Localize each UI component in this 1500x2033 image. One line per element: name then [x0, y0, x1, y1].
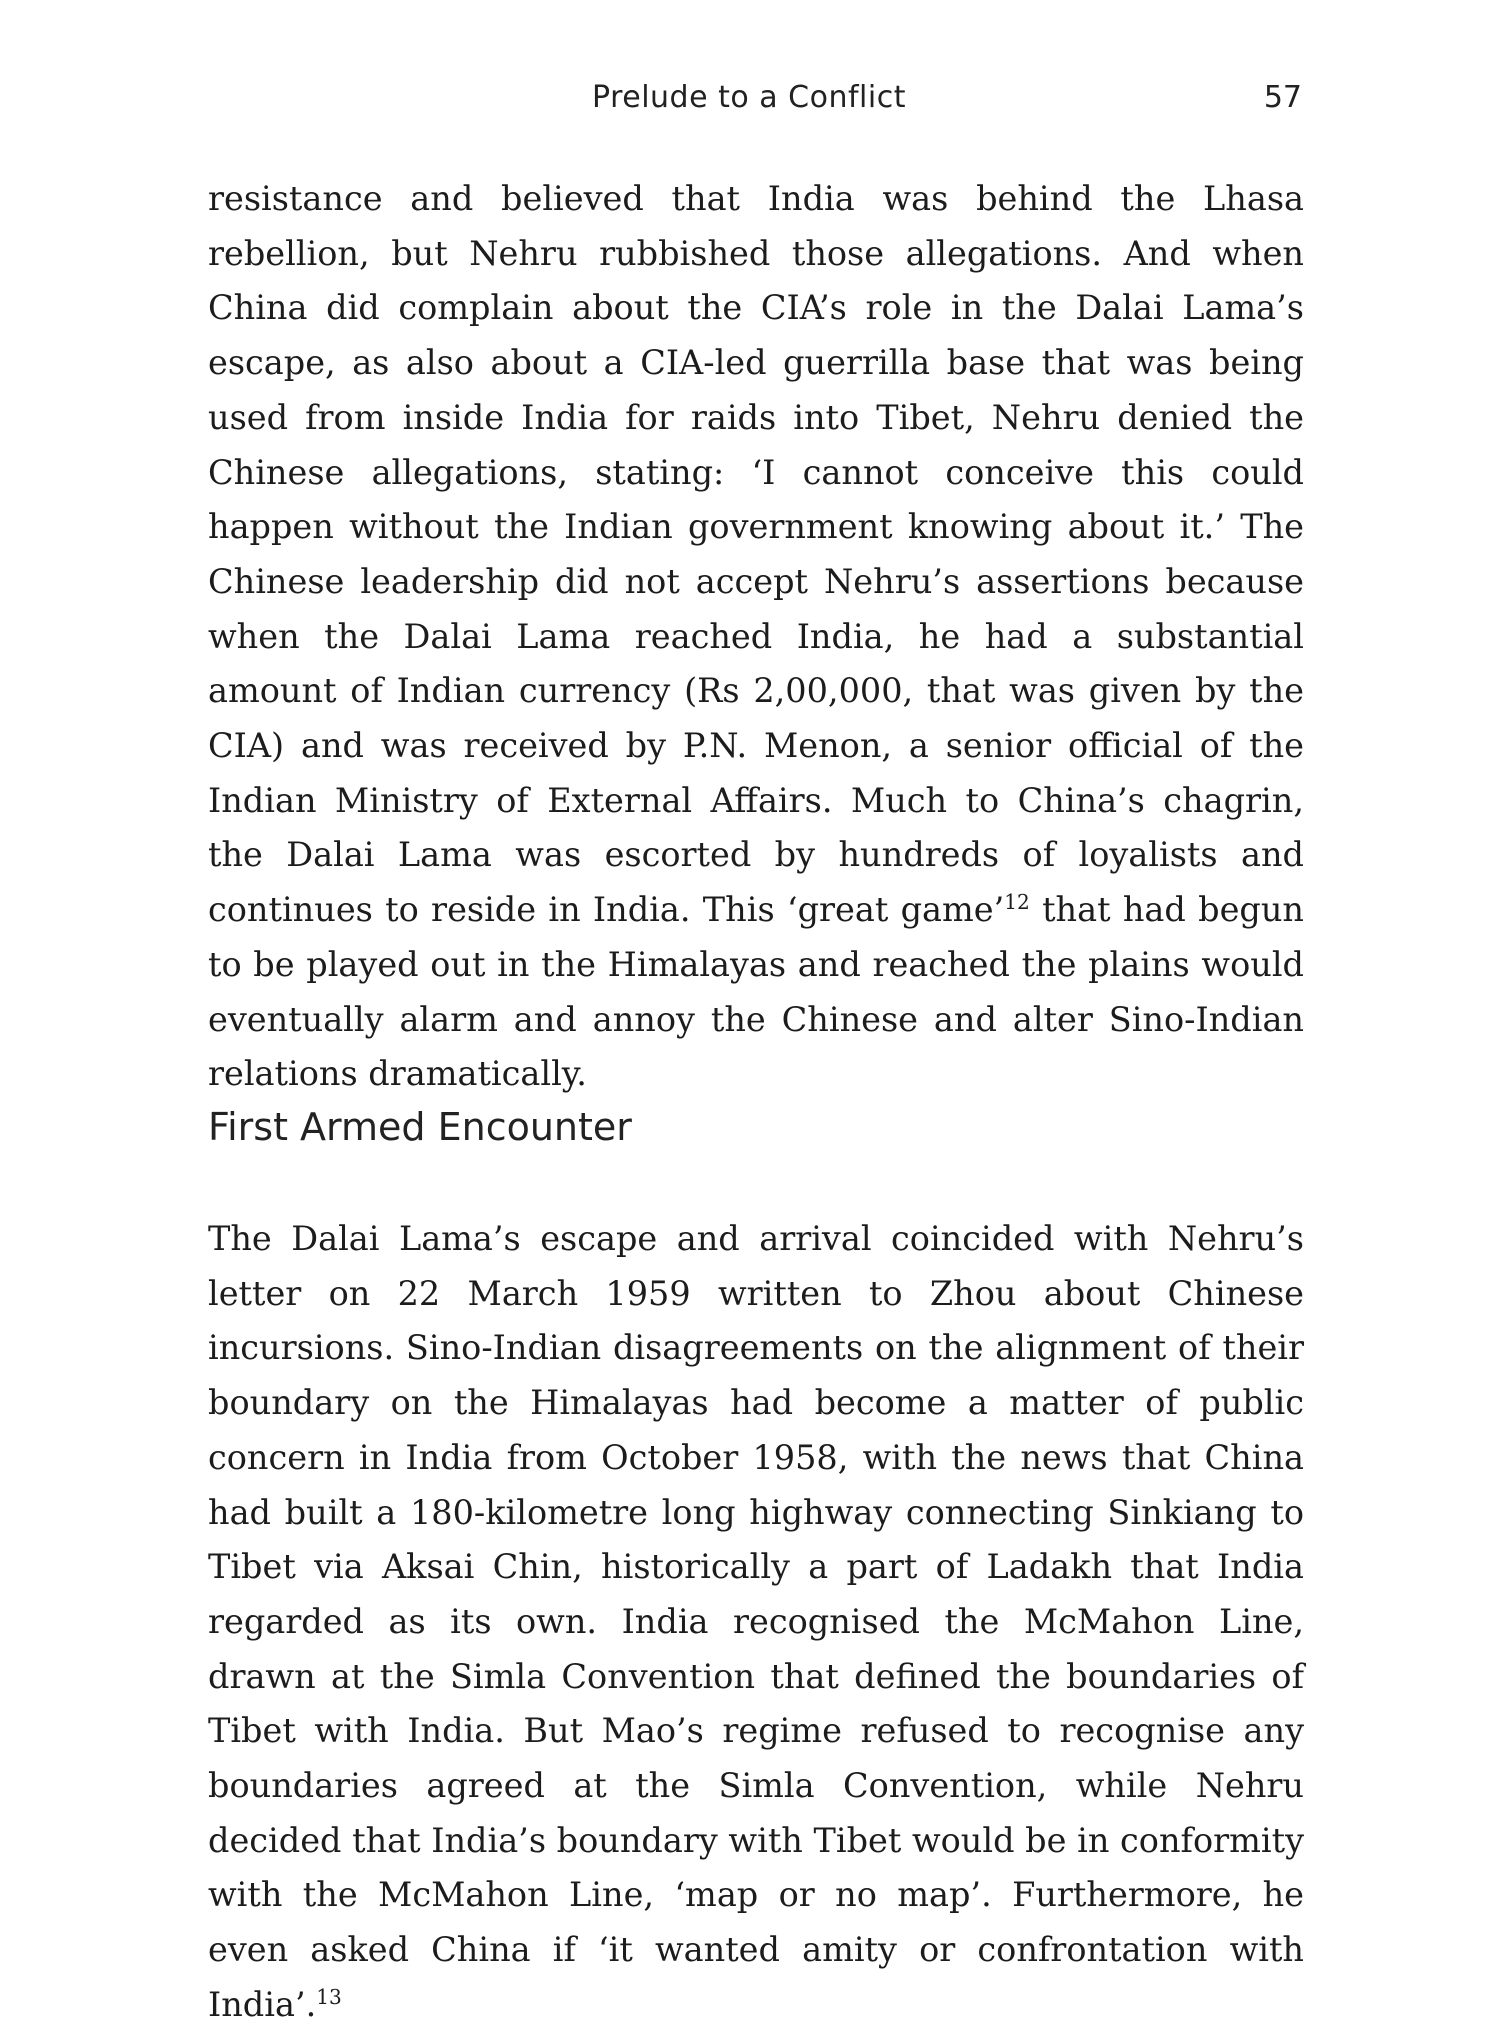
running-header [0, 80, 1500, 124]
footnote-ref-12: 12 [1004, 889, 1030, 914]
body-paragraph-2 [208, 1212, 1304, 2033]
footnote-ref-13: 13 [316, 1984, 342, 2009]
paragraph-text: The Dalai Lama’s escape and arrival coincided with Nehru’s letter on 22 March 1959 written to Zhou about Chinese incursions. Sino-Indian disagreements on the alignment of their boundary on the Himalayas had become a matter of public concern in India from October 1958, with the news that China had built a 180-kilometre long highway connecting Sinkiang to Tibet via Aksai Chin, historically a part of Ladakh that India regarded as its own. India recognised the McMahon Line, drawn at the Simla Convention that defined the boundaries of Tibet with India. But Mao’s regime refused to recognise any boundaries agreed at the Simla Convention, while Nehru decided that India’s boundary with Tibet would be in conformity with the McMahon Line, ‘map or no map’. Furthermore, he even asked China if ‘it wanted amity or confrontation with India’. [208, 1219, 1304, 2024]
body-paragraph-1 [208, 172, 1304, 1102]
paragraph-text: resistance and believed that India was behind the Lhasa rebellion, but Nehru rubbished those allegations. And when China did complain about the CIA’s role in the Dalai Lama’s escape, as also about a CIA-led guerrilla base that was being used from inside India for raids into Tibet, Nehru denied the Chinese allegations, stating: ‘I cannot conceive this could happen without the Indian government knowing about it.’ The Chinese leadership did not accept Nehru’s assertions because when the Dalai Lama reached India, he had a substantial amount of Indian currency (Rs 2,00,000, that was given by the CIA) and was received by P.N. Menon, a senior official of the Indian Ministry of External Affairs. Much to China’s chagrin, the Dalai Lama was escorted by hundreds of loyalists and continues to reside in India. This ‘great game’ [208, 179, 1304, 930]
paragraph-text: that had begun to be played out in the Himalayas and reached the plains would eventually alarm and annoy the Chinese and alter Sino-Indian relations dramatically. [208, 890, 1305, 1094]
running-title: Prelude to a Conflict [592, 80, 906, 115]
section-heading: First Armed Encounter [208, 1105, 632, 1149]
page-number: 57 [1263, 80, 1302, 115]
